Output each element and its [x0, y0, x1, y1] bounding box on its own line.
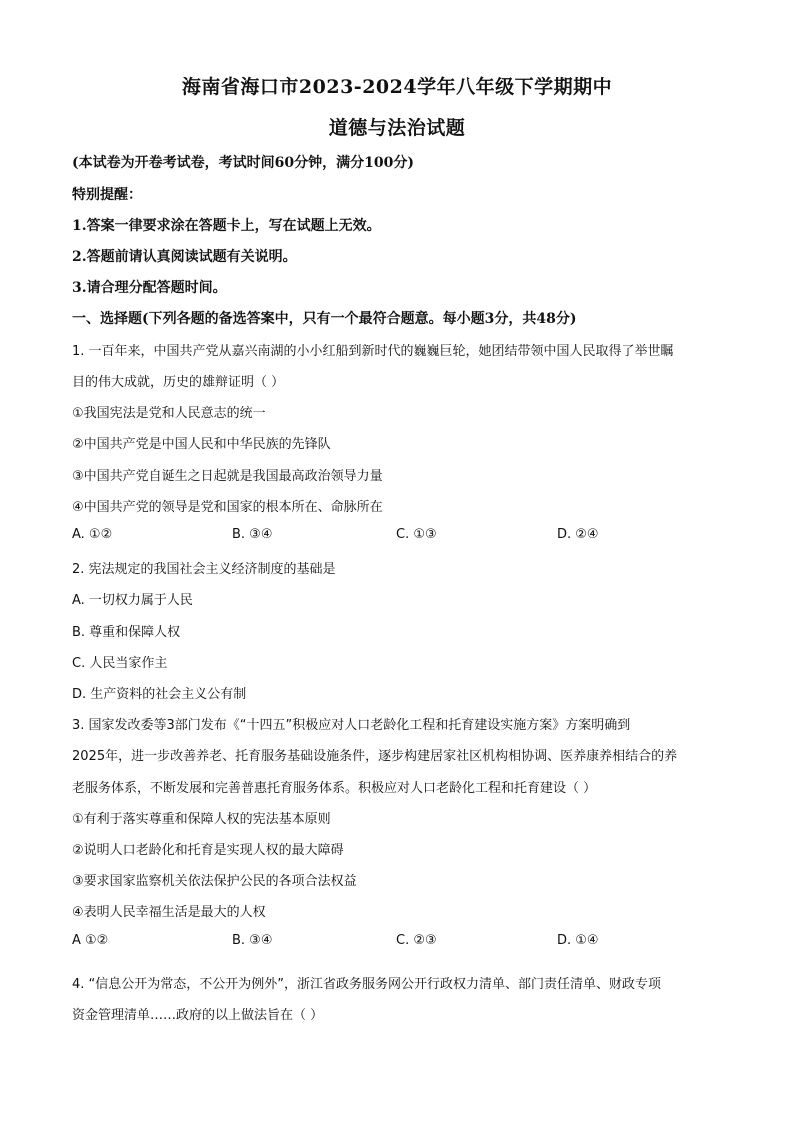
question-statement: ②中国共产党是中国人民和中华民族的先锋队	[72, 437, 331, 452]
answer-option-b: B. 尊重和保障人权	[72, 625, 181, 640]
question-statement: ③中国共产党自诞生之日起就是我国最高政治领导力量	[72, 469, 383, 484]
question-stem: 3. 国家发改委等3部门发布《“十四五”积极应对人口老龄化工程和托育建设实施方案》方案明确到	[72, 718, 631, 733]
question-statement: ①我国宪法是党和人民意志的统一	[72, 406, 266, 421]
answer-option-a: A. 一切权力属于人民	[72, 593, 193, 608]
section-title: 一、选择题(下列各题的备选答案中，只有一个最符合题意。每小题3分，共48分)	[72, 311, 577, 327]
notice-title: 特别提醒：	[72, 187, 142, 203]
question-statement: ④表明人民幸福生活是最大的人权	[72, 905, 266, 920]
exam-info: (本试卷为开卷考试卷，考试时间60分钟，满分100分)	[72, 155, 414, 171]
notice-item: 1.答案一律要求涂在答题卡上，写在试题上无效。	[72, 218, 381, 234]
question-statement: ②说明人口老龄化和托育是实现人权的最大障碍	[72, 843, 344, 858]
question-stem: 2. 宪法规定的我国社会主义经济制度的基础是	[72, 562, 336, 577]
answer-option-a: A. ①②	[72, 527, 113, 542]
notice-item: 2.答题前请认真阅读试题有关说明。	[72, 249, 297, 265]
answer-option-d: D. ①④	[557, 933, 599, 948]
answer-option-d: D. 生产资料的社会主义公有制	[72, 687, 247, 702]
answer-option-c: C. ①③	[396, 527, 437, 542]
question-statement: ④中国共产党的领导是党和国家的根本所在、命脉所在	[72, 500, 383, 515]
notice-item: 3.请合理分配答题时间。	[72, 280, 227, 296]
answer-option-a: A ①②	[72, 933, 109, 948]
exam-subtitle: 道德与法治试题	[328, 117, 466, 139]
answer-option-c: C. 人民当家作主	[72, 656, 168, 671]
question-stem: 2025年，进一步改善养老、托育服务基础设施条件，逐步构建居家社区机构相协调、医养康养相结合的养	[72, 749, 678, 764]
answer-option-c: C. ②③	[396, 933, 437, 948]
question-stem: 资金管理清单……政府的以上做法旨在（ ）	[72, 1008, 324, 1023]
question-stem: 4. “信息公开为常态，不公开为例外”，浙江省政务服务网公开行政权力清单、部门责任清单、财政专项	[72, 977, 662, 992]
answer-option-b: B. ③④	[232, 933, 273, 948]
question-statement: ①有利于落实尊重和保障人权的宪法基本原则	[72, 812, 331, 827]
question-stem: 目的伟大成就，历史的雄辩证明（ ）	[72, 375, 285, 390]
question-stem: 1. 一百年来，中国共产党从嘉兴南湖的小小红船到新时代的巍巍巨轮，她团结带领中国人民取得了举世瞩	[72, 344, 674, 359]
question-statement: ③要求国家监察机关依法保护公民的各项合法权益	[72, 874, 357, 889]
question-stem: 老服务体系，不断发展和完善普惠托育服务体系。积极应对人口老龄化工程和托育建设（ ）	[72, 781, 597, 796]
exam-title: 海南省海口市2023-2024学年八年级下学期期中	[181, 76, 613, 98]
answer-option-b: B. ③④	[232, 527, 273, 542]
answer-option-d: D. ②④	[557, 527, 599, 542]
